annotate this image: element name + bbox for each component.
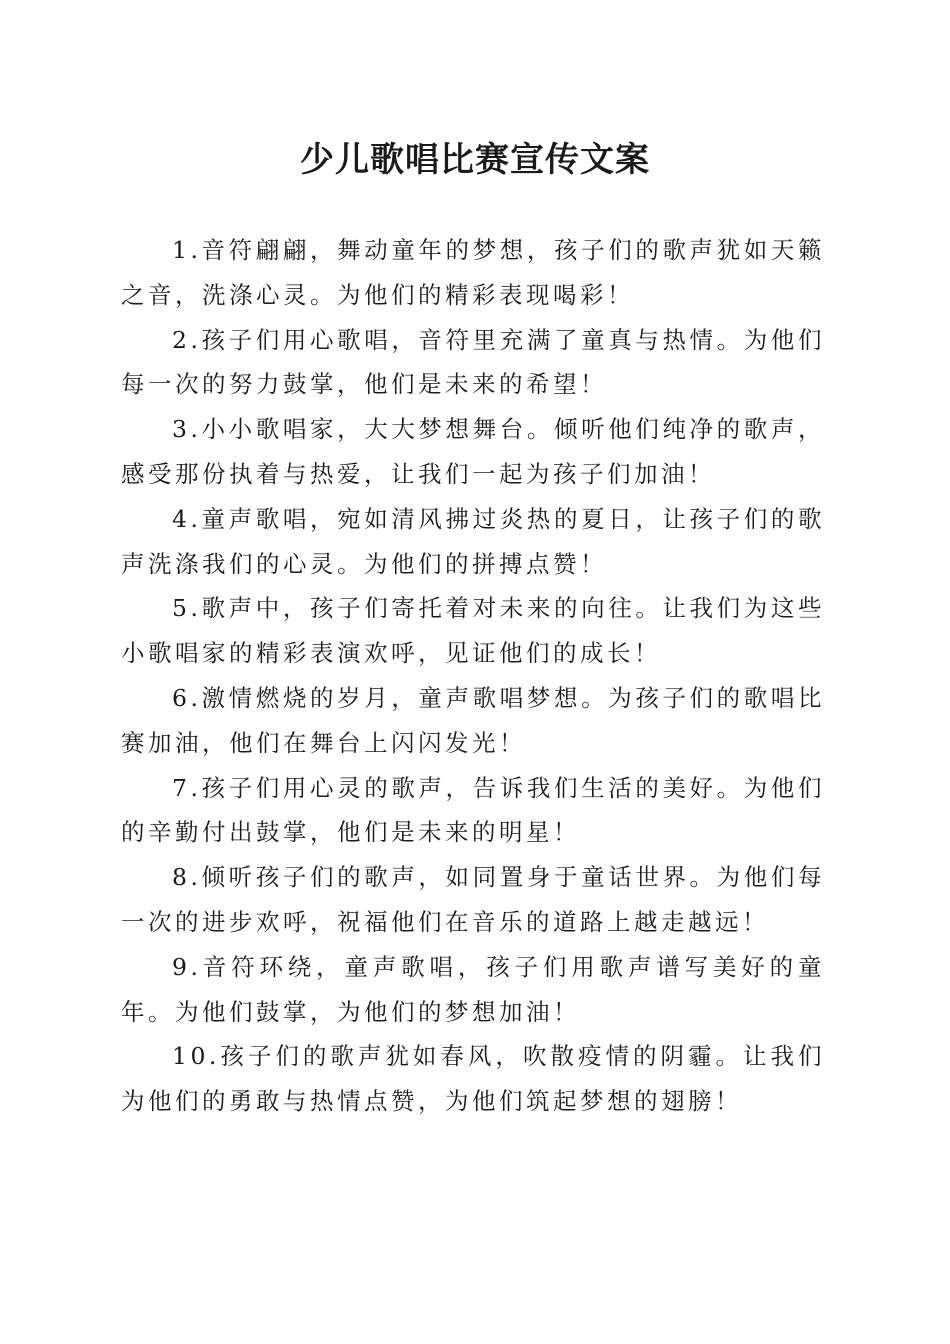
paragraph-8: 8.倾听孩子们的歌声，如同置身于童话世界。为他们每一次的进步欢呼，祝福他们在音乐的道路上越走越远！ [121, 863, 825, 936]
paragraph-4: 4.童声歌唱，宛如清风拂过炎热的夏日，让孩子们的歌声洗涤我们的心灵。为他们的拼搏点赞！ [121, 504, 825, 578]
paragraph-7: 7.孩子们用心灵的歌声，告诉我们生活的美好。为他们的辛勤付出鼓掌，他们是未来的明星！ [121, 773, 825, 847]
paragraph-6: 6.激情燃烧的岁月，童声歌唱梦想。为孩子们的歌唱比赛加油，他们在舞台上闪闪发光！ [121, 683, 825, 757]
paragraph-3: 3.小小歌唱家，大大梦想舞台。倾听他们纯净的歌声，感受那份执着与热爱，让我们一起为孩子们加油！ [121, 415, 825, 488]
paragraph-9: 9.音符环绕，童声歌唱，孩子们用歌声谱写美好的童年。为他们鼓掌，为他们的梦想加油！ [121, 952, 825, 1026]
paragraph-2: 2.孩子们用心歌唱，音符里充满了童真与热情。为他们每一次的努力鼓掌，他们是未来的希望！ [121, 325, 825, 399]
paragraph-1: 1.音符翩翩，舞动童年的梦想，孩子们的歌声犹如天籁之音，洗涤心灵。为他们的精彩表现喝彩！ [121, 236, 825, 309]
paragraph-10: 10.孩子们的歌声犹如春风，吹散疫情的阴霾。让我们为他们的勇敢与热情点赞，为他们筑起梦想的翅膀！ [121, 1042, 825, 1116]
document-body [121, 228, 825, 1124]
paragraph-5: 5.歌声中，孩子们寄托着对未来的向往。让我们为这些小歌唱家的精彩表演欢呼，见证他们的成长！ [121, 594, 825, 668]
document-title: 少儿歌唱比赛宣传文案 [300, 140, 650, 180]
